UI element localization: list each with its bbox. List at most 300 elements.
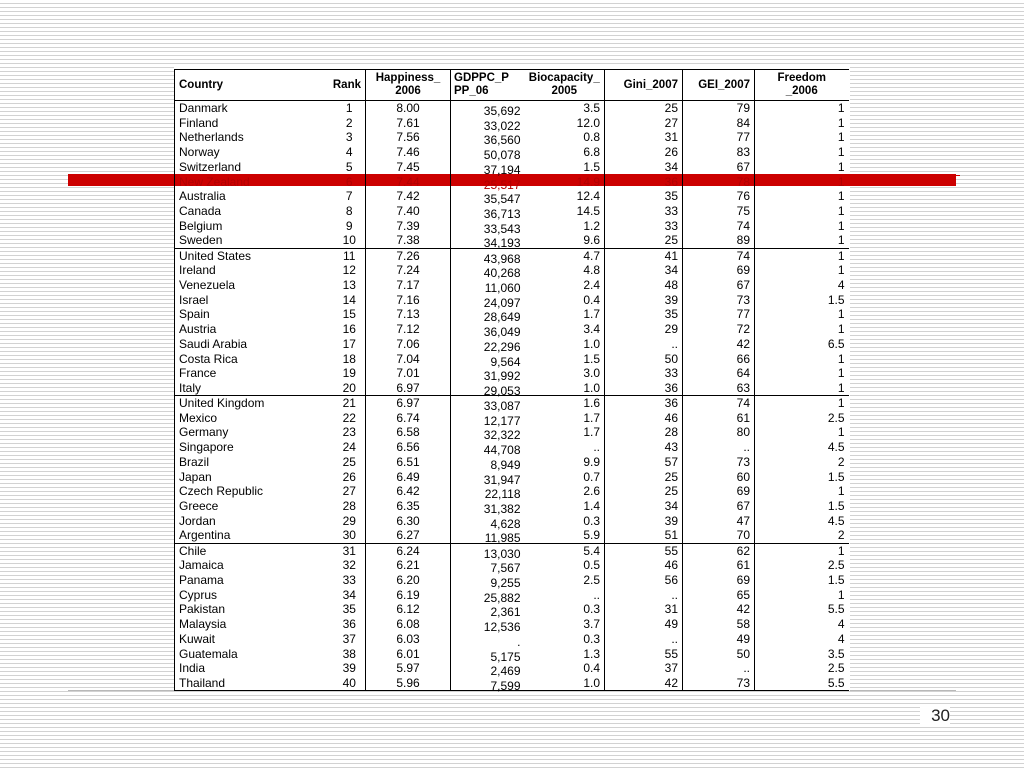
header-freedom [755, 70, 849, 101]
cell-gini: 29 [605, 322, 683, 337]
cell-happiness: 6.97 [366, 396, 451, 411]
cell-rank: 7 [345, 189, 353, 204]
cell-freedom: 1 [755, 396, 849, 411]
cell-happiness: 6.58 [366, 425, 451, 440]
cell-biocapacity: 1.5 [583, 351, 600, 366]
table-row [175, 558, 849, 573]
cell-happiness: 7.06 [366, 337, 451, 352]
cell-biocapacity: 1.2 [583, 218, 600, 233]
cell-freedom: 4.5 [755, 514, 849, 529]
cell-biocapacity: 5.4 [583, 543, 600, 558]
cell-gini: 36 [605, 381, 683, 396]
cell-country: Australia [175, 189, 316, 204]
table-row [175, 101, 849, 116]
cell-biocapacity: 3.0 [583, 366, 600, 381]
cell-country: Belgium [175, 219, 316, 234]
cell-gini: 39 [605, 292, 683, 307]
cell-country: Thailand [175, 676, 316, 691]
cell-biocapacity: 9.6 [525, 233, 605, 248]
cell-rank: 24 [342, 440, 356, 455]
cell-country: Jamaica [175, 558, 316, 573]
cell-gdppc: 22,296 [451, 340, 525, 355]
header-gdppc-line1: GDPPC_P [454, 72, 509, 84]
cell-country: Pakistan [175, 602, 316, 617]
table-row [175, 204, 849, 219]
cell-gini: 41 [605, 248, 683, 263]
cell-gini: 55 [605, 646, 683, 661]
cell-gini: 48 [605, 278, 683, 293]
cell-biocapacity: 0.3 [583, 602, 600, 617]
cell-biocapacity: 1.0 [525, 676, 605, 691]
cell-rank: 28 [342, 499, 356, 514]
table-row [175, 484, 849, 499]
cell-gini: 51 [605, 528, 683, 543]
cell-gei: 60 [683, 469, 755, 484]
table-header-row [175, 70, 849, 101]
cell-gini: 46 [605, 410, 683, 425]
cell-biocapacity: 1.7 [583, 307, 600, 322]
cell-rank: 27 [342, 484, 356, 499]
table-row [175, 160, 849, 175]
cell-freedom: 2 [755, 455, 849, 470]
table-row [175, 410, 849, 425]
cell-country: India [175, 661, 316, 676]
cell-happiness: 6.97 [366, 381, 451, 396]
cell-gdppc: 50,078 [451, 148, 525, 163]
cell-country: Cyprus [175, 587, 316, 602]
cell-rank: 16 [342, 322, 356, 337]
cell-gini: 50 [605, 351, 683, 366]
cell-rank: 38 [342, 646, 356, 661]
cell-country: Costa Rica [175, 351, 316, 366]
cell-gdppc: 34,193 [451, 236, 525, 251]
cell-gei: 69 [683, 263, 755, 278]
cell-gei: 69 [683, 573, 755, 588]
cell-happiness: 7.01 [366, 366, 451, 381]
cell-gdppc: 22,118 [451, 487, 525, 502]
cell-gei: 58 [683, 617, 755, 632]
cell-country: Singapore [175, 440, 316, 455]
table-row [175, 661, 849, 676]
cell-country: Guatemala [175, 646, 316, 661]
cell-country: Panama [175, 573, 316, 588]
cell-country: Kuwait [175, 632, 316, 647]
cell-gei: 64 [683, 366, 755, 381]
cell-rank: 34 [342, 587, 356, 602]
cell-freedom: 3.5 [755, 646, 849, 661]
cell-biocapacity: 0.3 [583, 631, 600, 646]
cell-gei: 75 [683, 204, 755, 219]
cell-gdppc: 24,097 [451, 295, 525, 310]
cell-country: United Kingdom [175, 396, 316, 411]
cell-rank: 25 [342, 454, 356, 469]
page-number: 30 [920, 706, 950, 726]
cell-rank: 8 [345, 204, 353, 219]
table-row [175, 248, 849, 263]
cell-freedom: 1 [755, 425, 849, 440]
cell-gei: 66 [683, 351, 755, 366]
cell-gdppc: 9,564 [451, 354, 525, 369]
cell-gdppc: 33,087 [451, 399, 525, 414]
cell-happiness: 7.16 [366, 292, 451, 307]
cell-gdppc: 11,985 [451, 531, 525, 546]
cell-rank: 36 [342, 617, 356, 632]
cell-freedom: 1 [755, 322, 849, 337]
cell-happiness: 6.27 [366, 528, 451, 543]
table-row [175, 263, 849, 278]
table-row [175, 425, 849, 440]
cell-gini: 57 [605, 455, 683, 470]
cell-freedom: 1 [755, 145, 849, 160]
cell-country: Mexico [175, 410, 316, 425]
table-row [175, 337, 849, 352]
cell-happiness: 5.97 [366, 661, 451, 676]
header-gei: GEI_2007 [683, 70, 755, 101]
cell-rank: 37 [342, 631, 356, 646]
header-biocapacity [525, 70, 605, 101]
cell-rank: 22 [342, 410, 356, 425]
cell-gini: 35 [605, 189, 683, 204]
cell-rank: 32 [342, 558, 356, 573]
table-row [175, 514, 849, 529]
cell-biocapacity: 0.4 [583, 292, 600, 307]
cell-biocapacity: 3.5 [583, 101, 600, 116]
cell-gini: 37 [605, 661, 683, 676]
cell-biocapacity: .. [593, 587, 600, 602]
header-rank: Rank [316, 70, 366, 101]
cell-rank: 19 [342, 366, 356, 381]
cell-biocapacity: 2.5 [583, 572, 600, 587]
cell-gini: .. [605, 632, 683, 647]
cell-biocapacity: 1.0 [525, 381, 605, 396]
cell-rank: 6 [345, 174, 353, 189]
cell-gdppc: 43,968 [451, 251, 525, 266]
cell-country: Jordan [175, 514, 316, 529]
cell-gei: .. [683, 661, 755, 676]
cell-gdppc: 12,177 [451, 413, 525, 428]
cell-gei: 83 [683, 145, 755, 160]
cell-happiness: 7.17 [366, 278, 451, 293]
cell-gei: 67 [683, 278, 755, 293]
cell-biocapacity: 1.0 [583, 336, 600, 351]
cell-rank: 30 [316, 528, 366, 543]
cell-biocapacity: 12.0 [576, 115, 600, 130]
table-row [175, 292, 849, 307]
cell-rank: 26 [342, 469, 356, 484]
cell-happiness: 6.30 [366, 514, 451, 529]
cell-rank: 4 [345, 145, 353, 160]
header-gini: Gini_2007 [605, 70, 683, 101]
cell-freedom: 6.5 [755, 337, 849, 352]
cell-gei: 65 [683, 587, 755, 602]
cell-gini: .. [605, 337, 683, 352]
table-row [175, 233, 849, 248]
cell-gdppc: 2,469 [451, 664, 525, 679]
cell-country: Austria [175, 322, 316, 337]
table-row [175, 440, 849, 455]
cell-gei: 74 [683, 219, 755, 234]
cell-biocapacity: 9.9 [583, 454, 600, 469]
cell-gini: 35 [605, 307, 683, 322]
cell-biocapacity: 1.5 [583, 159, 600, 174]
table-row [175, 455, 849, 470]
cell-gei: 69 [683, 484, 755, 499]
cell-country: Spain [175, 307, 316, 322]
cell-biocapacity: 12.4 [576, 189, 600, 204]
cell-country: France [175, 366, 316, 381]
cell-biocapacity: 0.4 [583, 661, 600, 676]
cell-freedom: 1 [755, 484, 849, 499]
cell-gdppc: 29,053 [451, 384, 525, 399]
cell-biocapacity: 1.7 [583, 425, 600, 440]
table-row [175, 469, 849, 484]
table-row [175, 219, 849, 234]
cell-gdppc: 37,194 [451, 163, 525, 178]
cell-gei: 84 [683, 115, 755, 130]
cell-happiness: 7.42 [366, 189, 451, 204]
cell-country: Sweden [175, 233, 316, 248]
cell-country: Ireland [175, 263, 316, 278]
cell-gei: 63 [683, 381, 755, 396]
header-happiness-line2: 2006 [395, 85, 421, 97]
cell-rank: 11 [343, 248, 356, 263]
cell-gei: .. [683, 440, 755, 455]
cell-freedom: 4 [755, 617, 849, 632]
cell-happiness: 7.46 [366, 145, 451, 160]
cell-freedom: 1 [755, 381, 849, 396]
cell-rank: 10 [316, 233, 366, 248]
header-gdppc-line2: PP_06 [454, 85, 489, 97]
table-row [175, 528, 849, 543]
cell-country: Saudi Arabia [175, 337, 316, 352]
cell-biocapacity: 0.7 [583, 469, 600, 484]
cell-freedom: 1 [755, 366, 849, 381]
header-gdppc [451, 70, 525, 101]
cell-freedom: 1 [755, 248, 849, 263]
cell-gdppc: 40,268 [451, 266, 525, 281]
cell-gdppc: 28,649 [451, 310, 525, 325]
table-row [175, 322, 849, 337]
cell-country: Switzerland [175, 160, 316, 175]
cell-biocapacity: 3.7 [583, 617, 600, 632]
cell-gei: 67 [683, 160, 755, 175]
cell-gini: 31 [605, 602, 683, 617]
cell-freedom: 1 [755, 101, 849, 116]
cell-freedom: 1 [755, 160, 849, 175]
table-row [175, 396, 849, 411]
cell-biocapacity: 1.3 [583, 646, 600, 661]
cell-gdppc: 35,547 [451, 192, 525, 207]
cell-happiness: 6.42 [366, 484, 451, 499]
cell-rank: 3 [345, 130, 353, 145]
happiness-data-table [174, 69, 849, 691]
cell-happiness: 6.35 [366, 499, 451, 514]
cell-gdppc: . [451, 635, 525, 650]
cell-freedom: 4.5 [755, 440, 849, 455]
cell-country: Brazil [175, 455, 316, 470]
cell-biocapacity: 6.8 [583, 145, 600, 160]
cell-rank: 33 [342, 572, 356, 587]
cell-gei: 67 [683, 499, 755, 514]
table-row [175, 189, 849, 204]
cell-happiness: 7.45 [366, 160, 451, 175]
cell-biocapacity: .. [593, 440, 600, 455]
cell-happiness: 7.26 [366, 248, 451, 263]
cell-gei: 73 [683, 455, 755, 470]
cell-country: Chile [175, 543, 316, 558]
cell-happiness: 5.96 [366, 676, 451, 691]
table-row [175, 174, 849, 189]
cell-biocapacity: 2.6 [583, 484, 600, 499]
cell-gdppc: 12,536 [451, 620, 525, 635]
cell-gini: 36 [605, 174, 683, 189]
cell-gei: 73 [683, 292, 755, 307]
table-row [175, 351, 849, 366]
cell-country: Malaysia [175, 617, 316, 632]
cell-gei: 61 [683, 558, 755, 573]
cell-happiness: 6.24 [366, 543, 451, 558]
table-row [175, 676, 849, 691]
cell-gini: 25 [605, 484, 683, 499]
table-row [175, 573, 849, 588]
cell-gei: 42 [683, 337, 755, 352]
cell-freedom: 1.5 [755, 292, 849, 307]
cell-biocapacity: 5.9 [525, 528, 605, 543]
cell-gini: 46 [605, 558, 683, 573]
cell-gei: 42 [683, 602, 755, 617]
table-row [175, 602, 849, 617]
cell-happiness: 6.20 [366, 573, 451, 588]
cell-country: Canada [175, 204, 316, 219]
cell-country: Venezuela [175, 278, 316, 293]
cell-gdppc: 36,713 [451, 207, 525, 222]
cell-happiness: 7.40 [366, 204, 451, 219]
cell-rank: 12 [342, 263, 356, 278]
cell-gini: 34 [605, 160, 683, 175]
cell-gdppc: 36,049 [451, 325, 525, 340]
cell-freedom: 4 [755, 278, 849, 293]
cell-gdppc: 9,255 [451, 576, 525, 591]
cell-freedom: 1 [755, 263, 849, 278]
cell-gini: 28 [605, 425, 683, 440]
table-row [175, 632, 849, 647]
cell-happiness: 7.13 [366, 307, 451, 322]
cell-country: New Zealand [175, 174, 316, 189]
cell-gdppc: 25,517 [451, 177, 525, 192]
cell-gini: 49 [605, 617, 683, 632]
cell-gdppc: 5,175 [451, 649, 525, 664]
cell-biocapacity: 4.7 [583, 248, 600, 263]
cell-gei: 70 [683, 528, 755, 543]
cell-gdppc: 35,692 [451, 104, 525, 119]
cell-gei: 74 [683, 396, 755, 411]
cell-gini: 36 [605, 396, 683, 411]
cell-freedom: 5.5 [755, 602, 849, 617]
cell-rank: 18 [342, 351, 356, 366]
table-row [175, 366, 849, 381]
cell-gini: 55 [605, 543, 683, 558]
cell-freedom: 1.5 [755, 469, 849, 484]
cell-happiness: 7.61 [366, 115, 451, 130]
cell-happiness: 6.19 [366, 587, 451, 602]
table-row [175, 543, 849, 558]
cell-freedom: 1 [755, 130, 849, 145]
cell-gdppc: 36,560 [451, 133, 525, 148]
cell-gdppc: 31,992 [451, 369, 525, 384]
cell-freedom: 1 [755, 189, 849, 204]
cell-gei: 79 [683, 101, 755, 116]
cell-biocapacity: 1.4 [583, 499, 600, 514]
cell-gini: 42 [605, 676, 683, 691]
cell-gini: 39 [605, 514, 683, 529]
cell-biocapacity: 14.5 [576, 204, 600, 219]
cell-rank: 31 [342, 543, 356, 558]
cell-gdppc: 4,628 [451, 517, 525, 532]
cell-country: Netherlands [175, 130, 316, 145]
cell-biocapacity: 2.4 [583, 277, 600, 292]
cell-gdppc: 32,322 [451, 428, 525, 443]
cell-gei: 89 [683, 233, 755, 248]
cell-happiness: 7.24 [366, 263, 451, 278]
table-row [175, 307, 849, 322]
cell-freedom: 1 [755, 204, 849, 219]
cell-happiness: 7.39 [366, 219, 451, 234]
cell-gei: 47 [683, 514, 755, 529]
cell-freedom: 4 [755, 632, 849, 647]
cell-rank: 40 [316, 676, 366, 691]
cell-gdppc: 8,949 [451, 458, 525, 473]
cell-rank: 17 [342, 336, 356, 351]
cell-rank: 35 [342, 602, 356, 617]
cell-rank: 5 [345, 159, 353, 174]
table-row [175, 278, 849, 293]
cell-freedom: 1 [755, 115, 849, 130]
cell-freedom: 1 [755, 174, 849, 189]
cell-gdppc: 25,882 [451, 590, 525, 605]
cell-country: United States [175, 248, 316, 263]
cell-happiness: 7.56 [366, 130, 451, 145]
cell-gdppc: 13,030 [451, 546, 525, 561]
cell-gei: 50 [683, 646, 755, 661]
cell-gini: .. [605, 587, 683, 602]
cell-rank: 29 [342, 513, 356, 528]
cell-freedom: 5.5 [755, 676, 849, 691]
cell-gdppc: 11,060 [451, 281, 525, 296]
table-row [175, 499, 849, 514]
cell-biocapacity: 1.7 [583, 410, 600, 425]
cell-biocapacity: 0.8 [583, 130, 600, 145]
header-country: Country [175, 70, 316, 101]
cell-happiness: 7.04 [366, 351, 451, 366]
cell-freedom: 1 [755, 351, 849, 366]
cell-freedom: 1 [755, 587, 849, 602]
cell-gdppc: 44,708 [451, 443, 525, 458]
cell-gei: 77 [683, 307, 755, 322]
cell-happiness: 7.44 [366, 174, 451, 189]
cell-freedom: 1 [755, 233, 849, 248]
cell-country: Germany [175, 425, 316, 440]
cell-rank: 1 [345, 101, 353, 116]
cell-happiness: 6.21 [366, 558, 451, 573]
cell-gdppc: 7,567 [451, 561, 525, 576]
cell-country: Finland [175, 115, 316, 130]
table-body [175, 101, 849, 691]
cell-gini: 33 [605, 204, 683, 219]
cell-biocapacity: 4.8 [583, 263, 600, 278]
cell-rank: 15 [342, 307, 356, 322]
cell-rank: 23 [342, 425, 356, 440]
cell-freedom: 1 [755, 307, 849, 322]
